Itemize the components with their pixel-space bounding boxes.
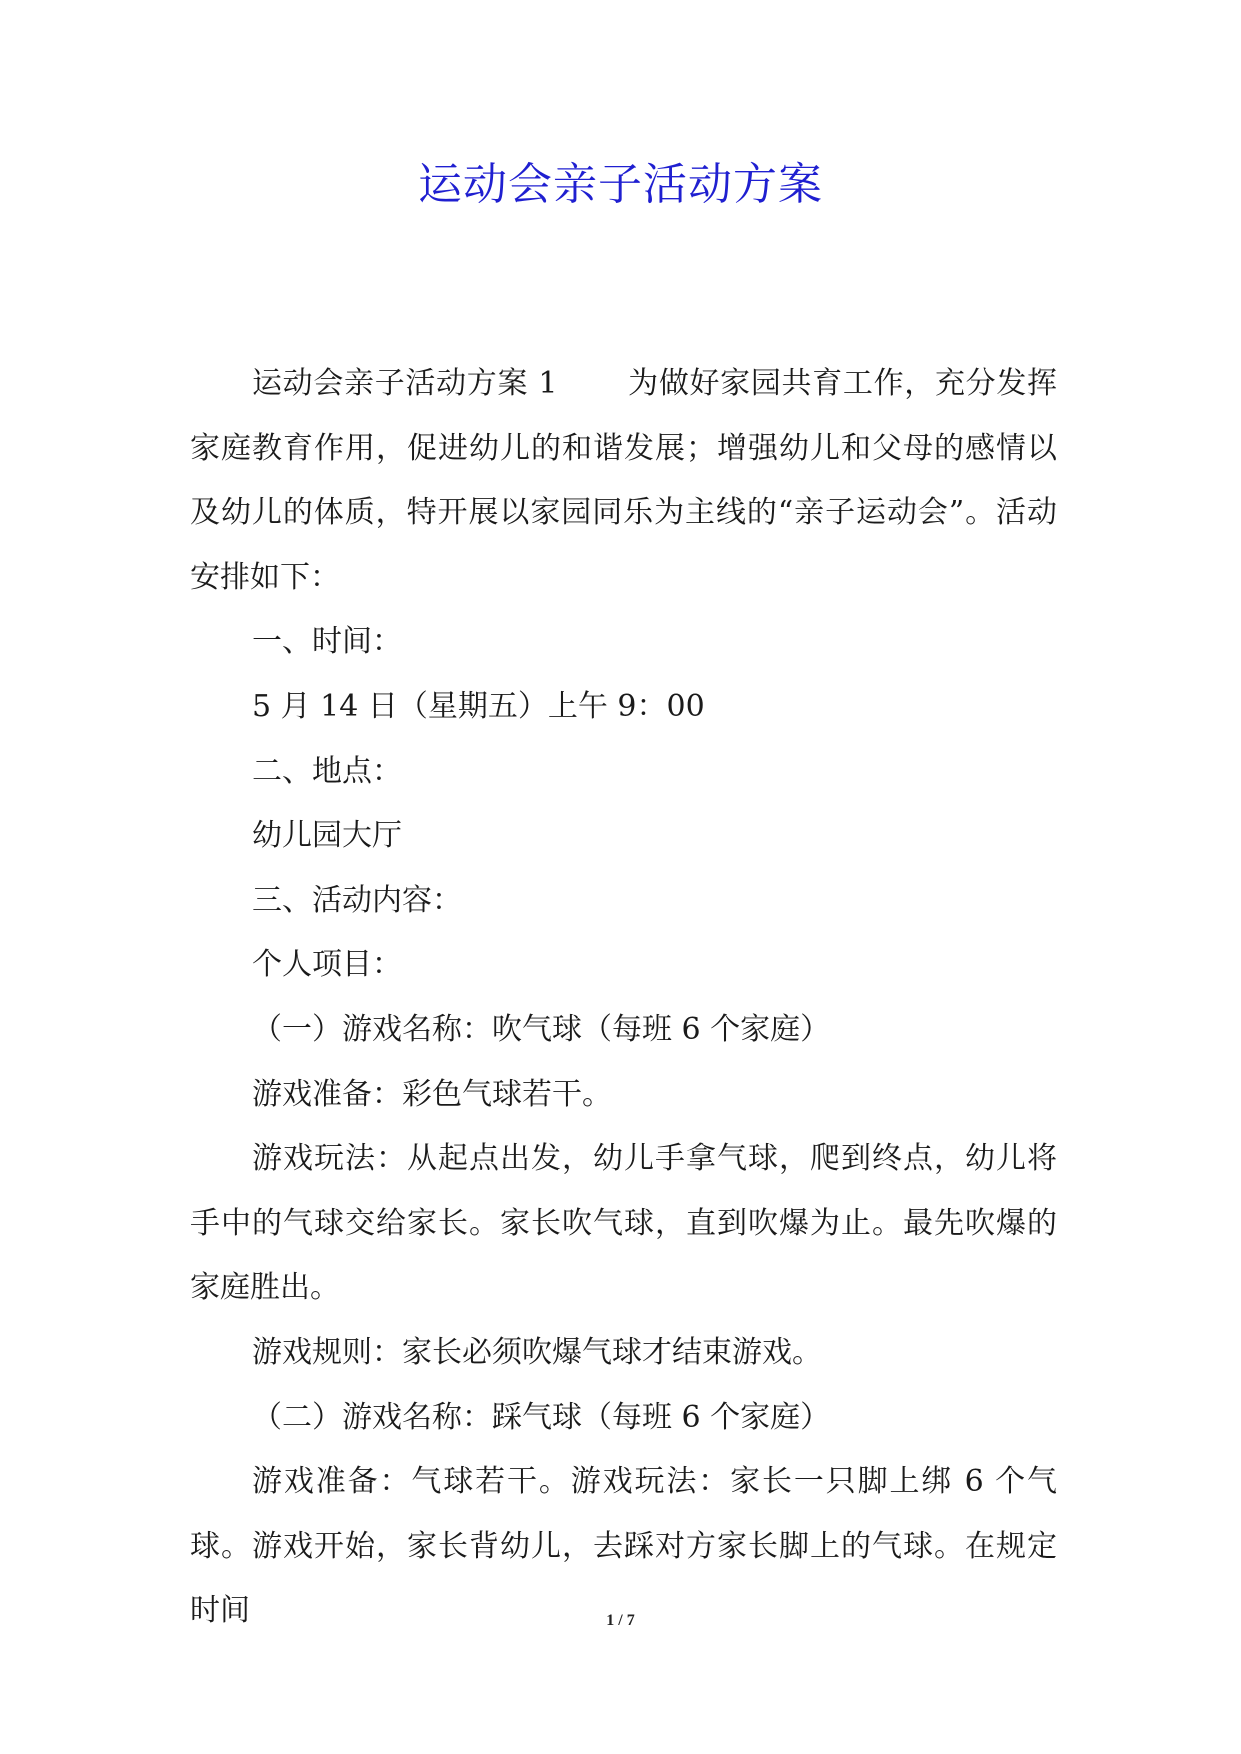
game-2-title: （二）游戏名称：踩气球（每班 6 个家庭） (252, 1399, 831, 1435)
game-1-rules-play: 游戏玩法：从起点出发，幼儿手拿气球，爬到终点，幼儿将手中的气球交给家长。家长吹气球，直到吹爆为止。最先吹爆的家庭胜出。 (190, 1141, 1057, 1306)
section-content-heading: 三、活动内容： (252, 882, 462, 918)
document-title: 运动会亲子活动方案 (418, 159, 823, 210)
section-time-heading: 一、时间： (252, 624, 402, 660)
page-number: 1 / 7 (606, 1612, 635, 1629)
document-body (190, 352, 1057, 1644)
game-2-preparation-play: 游戏准备：气球若干。游戏玩法：家长一只脚上绑 6 个气球。游戏开始，家长背幼儿，去踩对方家长脚上的气球。在规定时间 (190, 1464, 1057, 1629)
game-1-rules: 游戏规则：家长必须吹爆气球才结束游戏。 (252, 1334, 822, 1370)
game-1-title: （一）游戏名称：吹气球（每班 6 个家庭） (252, 1011, 831, 1047)
intro-heading: 运动会亲子活动方案 1 (252, 366, 558, 401)
game-1-preparation: 游戏准备：彩色气球若干。 (252, 1076, 612, 1112)
section-location-heading: 二、地点： (252, 753, 402, 789)
intro-paragraph (190, 352, 1057, 610)
time-value: 5 月 14 日（星期五）上午 9：00 (252, 688, 705, 724)
individual-events-heading: 个人项目： (252, 947, 402, 983)
location-value: 幼儿园大厅 (252, 818, 402, 854)
intro-text: 为做好家园共育工作，充分发挥家庭教育作用，促进幼儿的和谐发展；增强幼儿和父母的感情以及幼儿的体质，特开展以家园同乐为主线的“亲子运动会”。活动安排如下： (190, 366, 1058, 595)
